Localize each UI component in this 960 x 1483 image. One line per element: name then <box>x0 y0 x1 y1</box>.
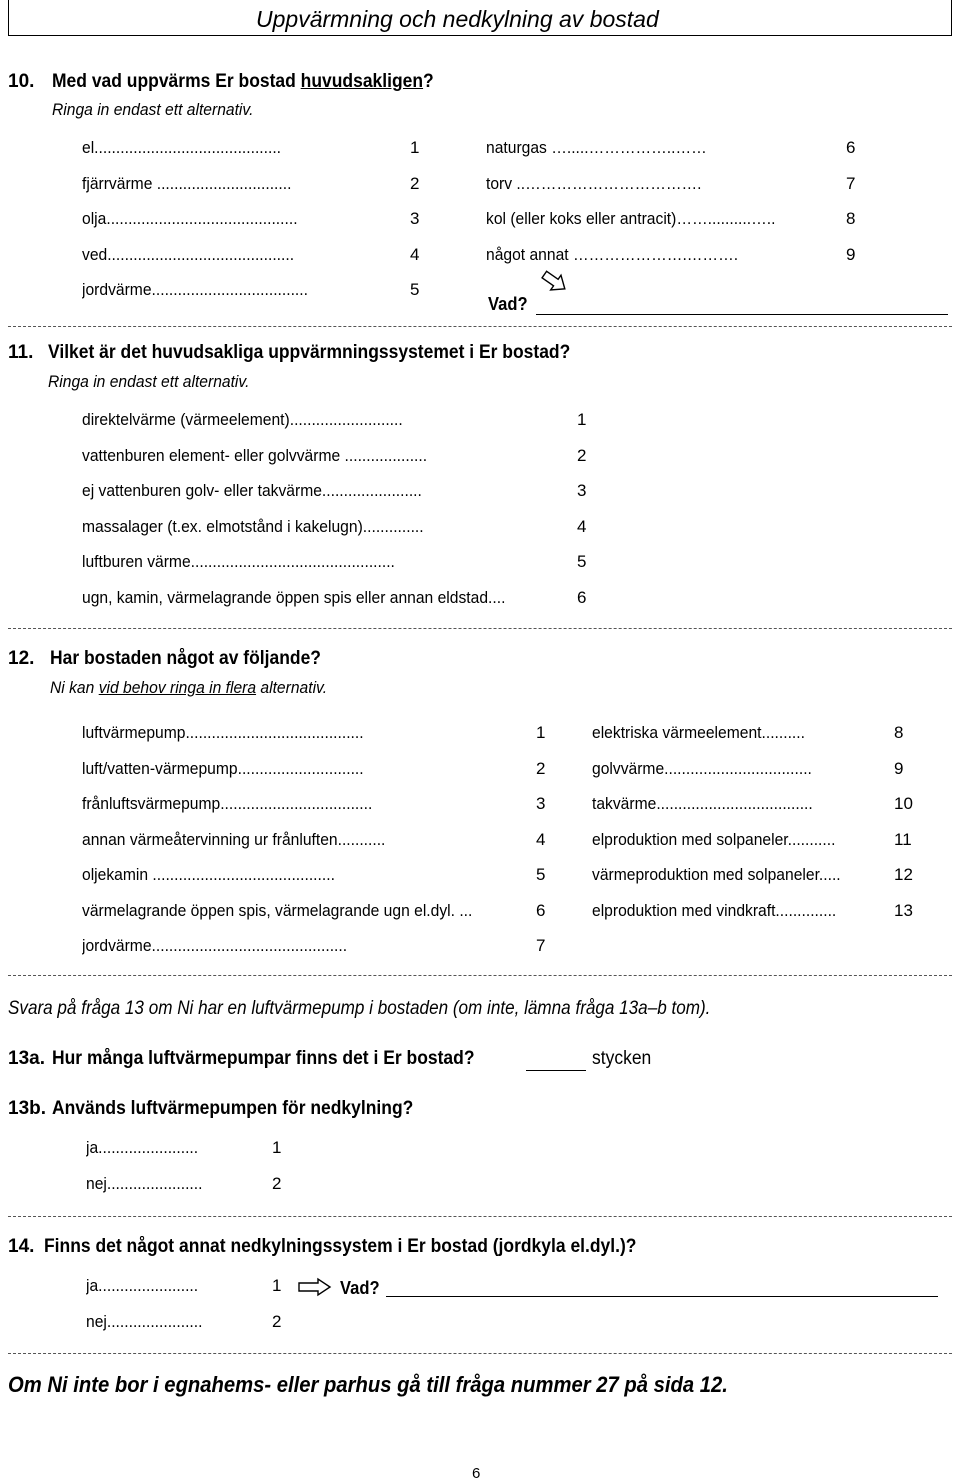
q13a-number: 13a. <box>8 1048 45 1069</box>
q12-instruction-post: alternativ. <box>256 678 328 697</box>
q12-option-3-label: frånluftsvärmepump................................... <box>82 794 373 813</box>
q12-option-7-code[interactable]: 7 <box>536 936 546 955</box>
q10-option-right-2-label: torv ..……………………………. <box>486 173 702 193</box>
q11-instruction: Ringa in endast ett alternativ. <box>48 372 250 391</box>
q11-option-6-label: ugn, kamin, värmelagrande öppen spis eller annan eldstad.... <box>82 587 506 607</box>
q11-option-1-code[interactable]: 1 <box>577 410 587 429</box>
q12-option-1-code[interactable]: 1 <box>536 723 546 742</box>
q12-number: 12. <box>8 648 35 669</box>
q10-option-right-1-code[interactable]: 6 <box>846 138 856 157</box>
q12-option-1-label: luftvärmepump......................................... <box>82 723 364 742</box>
q10-option-right-3-label: kol (eller koks eller antracit)……..........….. <box>486 209 776 228</box>
q12-text: Har bostaden något av följande? <box>50 648 321 669</box>
q13a-text: Hur många luftvärmepumpar finns det i Er bostad? <box>52 1048 475 1069</box>
q12-option-right-2-label: golvvärme.................................. <box>592 758 812 778</box>
q13b-option-1-label: ja....................... <box>86 1138 199 1157</box>
q11-option-2-code[interactable]: 2 <box>577 445 587 465</box>
q10-vad-answer-line[interactable] <box>536 314 948 315</box>
q10-option-right-1-label: naturgas ….....……………..…… <box>486 138 707 157</box>
q12-option-right-3-label: takvärme.................................... <box>592 794 813 813</box>
q10-option-1-code[interactable]: 1 <box>410 138 420 157</box>
arrow-right-icon <box>298 1278 332 1296</box>
q11-option-5-label: luftburen värme............................................... <box>82 552 395 571</box>
q13b-text: Används luftvärmepumpen för nedkylning? <box>52 1098 414 1119</box>
divider <box>8 1216 952 1217</box>
q13b-option-1-code[interactable]: 1 <box>272 1138 282 1157</box>
q14-vad-label: Vad? <box>340 1278 380 1298</box>
q12-option-right-3-code[interactable]: 10 <box>894 794 913 813</box>
q10-option-2-label: fjärrvärme ............................... <box>82 173 292 193</box>
page-number: 6 <box>472 1465 481 1482</box>
q12-option-right-2-code[interactable]: 9 <box>894 758 904 778</box>
q12-option-2-code[interactable]: 2 <box>536 758 546 778</box>
q12-option-3-code[interactable]: 3 <box>536 794 546 813</box>
q11-option-3-code[interactable]: 3 <box>577 481 587 500</box>
q13a-answer-line[interactable] <box>526 1070 586 1071</box>
q10-option-5-label: jordvärme.................................... <box>82 280 308 299</box>
q10-option-5-code[interactable]: 5 <box>410 280 420 299</box>
q12-instruction-underlined: vid behov ringa in flera <box>98 678 257 697</box>
q11-option-6-code[interactable]: 6 <box>577 587 587 607</box>
q12-option-6-code[interactable]: 6 <box>536 900 546 920</box>
q12-instruction <box>50 678 327 698</box>
q10-option-3-code[interactable]: 3 <box>410 209 420 228</box>
q10-instruction: Ringa in endast ett alternativ. <box>52 100 254 119</box>
divider <box>8 326 952 327</box>
q12-option-right-5-code[interactable]: 12 <box>894 865 913 884</box>
q12-instruction-pre: Ni kan <box>50 678 99 697</box>
q10-text-pre: Med vad uppvärms Er bostad <box>52 71 301 92</box>
q10-option-3-label: olja............................................ <box>82 209 298 228</box>
q14-option-2-label: nej...................... <box>86 1311 203 1331</box>
divider <box>8 975 952 976</box>
q14-option-1-label: ja....................... <box>86 1276 199 1295</box>
q12-option-right-1-label: elektriska värmeelement.......... <box>592 723 805 742</box>
q11-option-1-label: direktelvärme (värmeelement).......................... <box>82 410 403 429</box>
q11-option-5-code[interactable]: 5 <box>577 552 587 571</box>
q10-option-4-label: ved........................................... <box>82 244 295 264</box>
q13-instruction-note: Svara på fråga 13 om Ni har en luftvärmepump i bostaden (om inte, lämna fråga 13a–b tom). <box>8 998 711 1019</box>
q13b-number: 13b. <box>8 1098 47 1119</box>
q10-option-right-3-code[interactable]: 8 <box>846 209 856 228</box>
q13b-option-2-code[interactable]: 2 <box>272 1173 282 1193</box>
q10-text <box>52 71 434 93</box>
q12-option-7-label: jordvärme............................................. <box>82 936 348 955</box>
q14-option-2-code[interactable]: 2 <box>272 1311 282 1331</box>
q10-text-post: ? <box>423 71 434 92</box>
q13a-unit: stycken <box>592 1048 652 1069</box>
q10-option-4-code[interactable]: 4 <box>410 244 420 264</box>
q10-option-right-4-code[interactable]: 9 <box>846 244 856 264</box>
q11-option-4-label: massalager (t.ex. elmotstånd i kakelugn).............. <box>82 516 424 536</box>
q12-option-right-6-label: elproduktion med vindkraft.............. <box>592 900 837 920</box>
q11-number: 11. <box>8 342 34 363</box>
q11-option-3-label: ej vattenburen golv- eller takvärme....................... <box>82 481 422 500</box>
skip-instruction: Om Ni inte bor i egnahems- eller parhus gå till fråga nummer 27 på sida 12. <box>8 1372 728 1397</box>
q13b-option-2-label: nej...................... <box>86 1173 203 1193</box>
q12-option-4-label: annan värmeåtervinning ur frånluften........... <box>82 829 386 849</box>
q10-option-1-label: el........................................... <box>82 138 282 157</box>
divider <box>8 1353 952 1354</box>
q12-option-5-code[interactable]: 5 <box>536 865 546 884</box>
q12-option-right-6-code[interactable]: 13 <box>894 900 913 920</box>
q12-option-right-5-label: värmeproduktion med solpaneler..... <box>592 865 841 884</box>
q12-option-right-1-code[interactable]: 8 <box>894 723 904 742</box>
q14-vad-answer-line[interactable] <box>386 1296 938 1297</box>
q10-number: 10. <box>8 71 35 92</box>
q12-option-6-label: värmelagrande öppen spis, värmelagrande ugn el.dyl. ... <box>82 900 473 920</box>
q11-text: Vilket är det huvudsakliga uppvärmningssystemet i Er bostad? <box>48 342 571 363</box>
page-title: Uppvärmning och nedkylning av bostad <box>256 6 659 32</box>
q12-option-4-code[interactable]: 4 <box>536 829 546 849</box>
q11-option-4-code[interactable]: 4 <box>577 516 587 536</box>
divider <box>8 628 952 629</box>
q14-number: 14. <box>8 1236 35 1257</box>
q10-option-right-4-label: något annat ………………….………. <box>486 244 739 264</box>
q10-text-underlined: huvudsakligen <box>300 71 424 92</box>
q10-option-right-2-code[interactable]: 7 <box>846 173 856 193</box>
q12-option-right-4-code[interactable]: 11 <box>894 829 912 849</box>
q11-option-2-label: vattenburen element- eller golvvärme ................... <box>82 445 428 465</box>
q12-option-5-label: oljekamin .......................................... <box>82 865 335 884</box>
q10-option-2-code[interactable]: 2 <box>410 173 420 193</box>
q14-text: Finns det något annat nedkylningssystem i Er bostad (jordkyla el.dyl.)? <box>44 1236 637 1257</box>
q12-option-right-4-label: elproduktion med solpaneler........... <box>592 829 836 849</box>
q12-option-2-label: luft/vatten-värmepump............................. <box>82 758 364 778</box>
q14-option-1-code[interactable]: 1 <box>272 1276 282 1295</box>
q10-vad-label: Vad? <box>488 294 528 314</box>
arrow-down-right-icon <box>540 268 570 296</box>
